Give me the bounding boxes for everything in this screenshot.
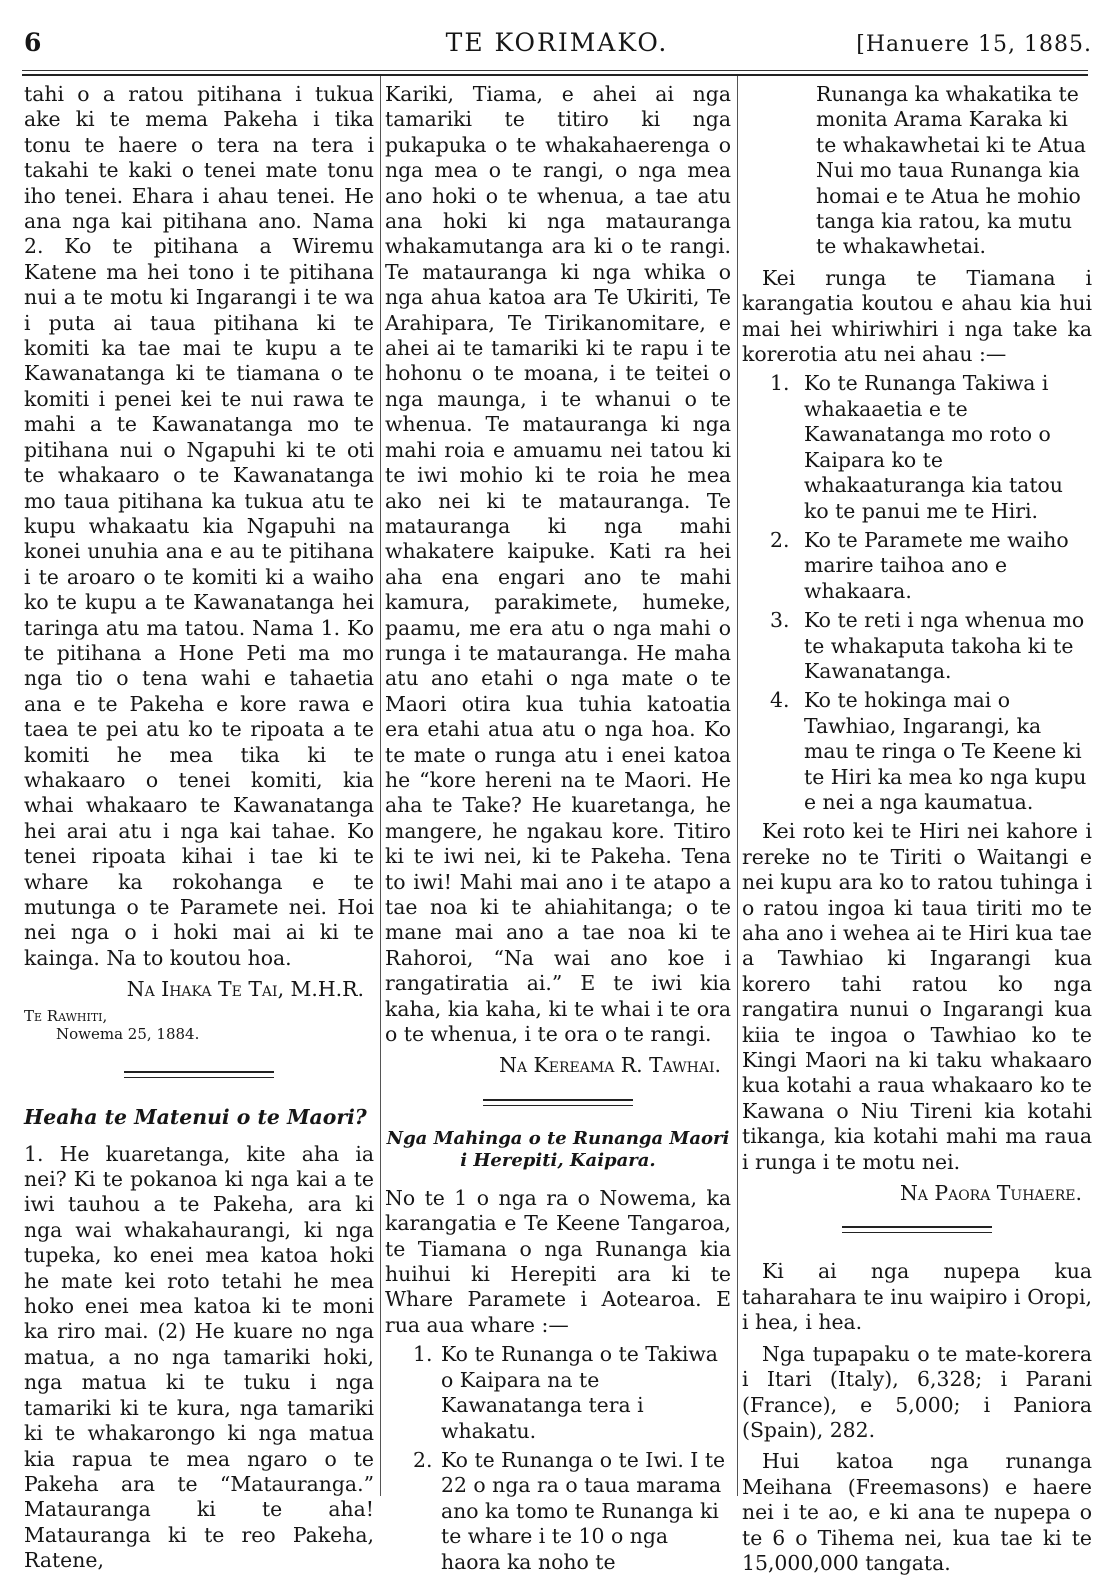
signature: Na Kereama R. Tawhai.	[499, 1053, 721, 1078]
section-separator	[483, 1099, 633, 1106]
newspaper-title: TE KORIMAKO.	[445, 28, 669, 57]
column-divider	[380, 76, 381, 1496]
column-2	[385, 82, 731, 1579]
news-item: Nga tupapaku o te mate-korera i Itari (Italy), 6,328; i Parani (France), e 5,000; i Paniora (Spain), 282.	[742, 1341, 1092, 1442]
article-text: Runanga ka whakatika te monita Arama Karaka ki te whakawhetai ki te Atua Nui mo taua Runanga kia homai e te Atua he mohio tanga kia ratou, ka mutu te whakawhetai.	[816, 82, 1086, 259]
signature: Na Paora Tuhaere.	[899, 1181, 1082, 1206]
signature: Na Ihaka Te Tai, M.H.R.	[126, 977, 364, 1002]
dateline-date: Nowema 25, 1884.	[56, 1024, 200, 1043]
page-number: 6	[24, 28, 42, 57]
section-separator	[842, 1226, 992, 1233]
column-divider	[737, 76, 738, 1496]
news-item: Hui katoa nga runanga Meihana (Freemasons) e haere nei i te ao, e ki ana te nupepa o te 6 o Tihema nei, kua tae ki te 15,000,000 tangata.	[742, 1449, 1092, 1575]
article-text: tahi o a ratou pitihana i tukua ake ki te mema Pakeha i tika tonu te haere o tera na tera i takahi te kaki o tenei mate tonu iho tenei. Ehara i ahau tenei. He ana nga kai pitihana ano. Nama 2. Ko te pitihana a Wiremu Katene ma hei tono i te pitihana nui a te motu ki Ingarangi i te wa i puta ai taua pitihana ki te komiti ka tae mai te kupu a te Kawanatanga ki te tiamana o te komiti i penei kei te nui rawa te mahi a te Kawanatanga mo te pitihana nui o Ngapuhi ki te oti te whakaaro o te Kawanatanga mo taua pitihana ka tukua atu te kupu whakaatu kia Ngapuhi na konei unuhia ana e au te pitihana i te aroaro o te komiti ki a waiho ko te kupu a te Kawanatanga hei taringa atu ma tatou. Nama 1. Ko te pitihana a Hone Peti ma mo nga tio o tena wahi e tahaetia ana e te Pakeha e kore rawa e taea te pei atu ko te ripoata a te komiti he mea tika ki te whakaaro o tenei komiti, kia whai whakaaro te Kawanatanga hei arai atu i nga kai tahae. Ko tenei ripoata kihai i tae ki te whare ka rokohanga e te mutunga o te Paramete nei. Hoi nei nga o i hoki mai ai ki te kainga. Na to koutou hoa.	[24, 82, 374, 970]
issue-date: [Hanuere 15, 1885.	[856, 32, 1092, 57]
article-heading: Heaha te Matenui o te Maori?	[24, 1104, 367, 1129]
article-text: Kariki, Tiama, e ahei ai nga tamariki te titiro ki nga pukapuka o te whakahaerenga o nga mea o te rangi, o nga mea ano hoki o te whenua, a tae atu ana hoki ki nga matauranga whakamutanga ara ki o te rangi. Te matauranga ki nga whika o nga ahua katoa ara Te Ukiriti, Te Arahipara, Te Tirikanomitare, e ahei ai te tamariki ki te rapu i te hohonu o te moana, i te teitei o nga maunga, i te whanui o te whenua. Te matauranga ki nga mahi roia e amuamu nei tatou ki te iwi mohio ki te roia he mea ako nei ki te matauranga. Te matauranga ki nga mahi whakatere kaipuke. Kati ra hei aha ena engari ano te mahi kamura, parakimete, humeke, paamu, me era atu o nga mahi o runga i te matauranga. He maha atu ano etahi o nga mate o te Maori otira kua tuhia katoatia era etahi atua atu o nga hoa. Ko te mate o runga atu i enei katoa he “kore hereni na te Maori. He aha te Take? He kuaretanga, he mangere, he ngakau kore. Titiro ki te iwi nei, ki te Pakeha. Tena to iwi! Mahi mai ano i te atapo a tae noa ki te ahiahitanga; o te mane mai ano a tae noa ki te Rahoroi, “Na wai ano koe i rangatiratia ai.” E te iwi kia kaha, kia kaha, ki te whai i te ora o te whenua, i te ora o te rangi.	[385, 82, 731, 1047]
section-separator	[124, 1071, 274, 1078]
list-item: 3. Ko te reti i nga whenua mo te whakaputa takoha ki te Kawanatanga.	[770, 608, 1085, 683]
dateline-place: Te Rawhiti,	[24, 1006, 108, 1025]
list-item: 4. Ko te hokinga mai o Tawhiao, Ingarangi, ka mau te ringa o Te Keene ki te Hiri ka mea ko nga kupu e nei a nga kaumatua.	[770, 688, 1087, 814]
column-1	[24, 82, 374, 1574]
article-text: Kei roto kei te Hiri nei kahore i rereke no te Tiriti o Waitangi e nei kupu ara ko to ratou tuhinga i o ratou ingoa ki taua tiriti mo te aha ano i wehea ai te Hiri kua tae a Tawhiao ki Ingarangi kua korero tahi ratou ko nga rangatira nunui o Ingarangi kua kiia te ingoa o Tawhiao ko te Kingi Maori na ki taku whakaaro kua kotahi a raua whakaaro ko te Kawana o Niu Tireni kia kotahi tikanga, kia kotahi mahi ma raua i runga i te motu nei.	[742, 819, 1092, 1174]
header-rule	[22, 70, 1088, 71]
list-item: 2. Ko te Runanga o te Iwi. I te 22 o nga ra o taua marama ano ka tomo te Runanga ki te whare i te 10 o nga haora ka noho te	[413, 1447, 726, 1574]
column-3	[742, 82, 1092, 1576]
article-text: 1. He kuaretanga, kite aha ia nei? Ki te pokanoa ki nga kai a te iwi tauhou a te Pakeha, ara ki nga wai whakahaurangi, ki nga tupeka, ko enei mea katoa hoki he mate kei roto tetahi he mea hoko enei mea katoa ki te moni ka riro mai. (2) He kuare no nga matua, a no nga tamariki hoki, nga matua ki te tuku i nga tamariki ki te kura, nga tamariki ki te whakarongo ki nga matua kia rapua te mea ngaro o te Pakeha ara te “Matauranga.” Matauranga ki te aha! Matauranga ki te reo Pakeha, Ratene,	[24, 1141, 374, 1573]
article-text: Kei runga te Tiamana i karangatia koutou e ahau kia hui mai hei whiriwhiri i nga take ka korerotia atu nei ahau :—	[742, 265, 1092, 367]
article-heading: Nga Mahinga o te Runanga Maori i Herepiti, Kaipara.	[386, 1127, 730, 1171]
list-item: 1. Ko te Runanga o te Takiwa o Kaipara na te Kawanatanga tera i whakatu.	[413, 1342, 718, 1443]
list-item: 2. Ko te Paramete me waiho marire taihoa ano e whakaara.	[770, 527, 1069, 603]
article-text: No te 1 o nga ra o Nowema, ka karangatia e Te Keene Tangaroa, te Tiamana o nga Runanga kia huihui ki Herepiti ara ki te Whare Paramete i Aotearoa. E rua aua whare :—	[385, 1185, 731, 1337]
news-item: Ki ai nga nupepa kua taharahara te inu waipiro i Oropi, i hea, i hea.	[742, 1259, 1092, 1335]
header-rule-thick	[22, 74, 1088, 76]
list-item: 1. Ko te Runanga Takiwa i whakaaetia e te Kawanatanga mo roto o Kaipara ko te whakaaturanga kia tatou ko te panui me te Hiri.	[770, 371, 1063, 523]
